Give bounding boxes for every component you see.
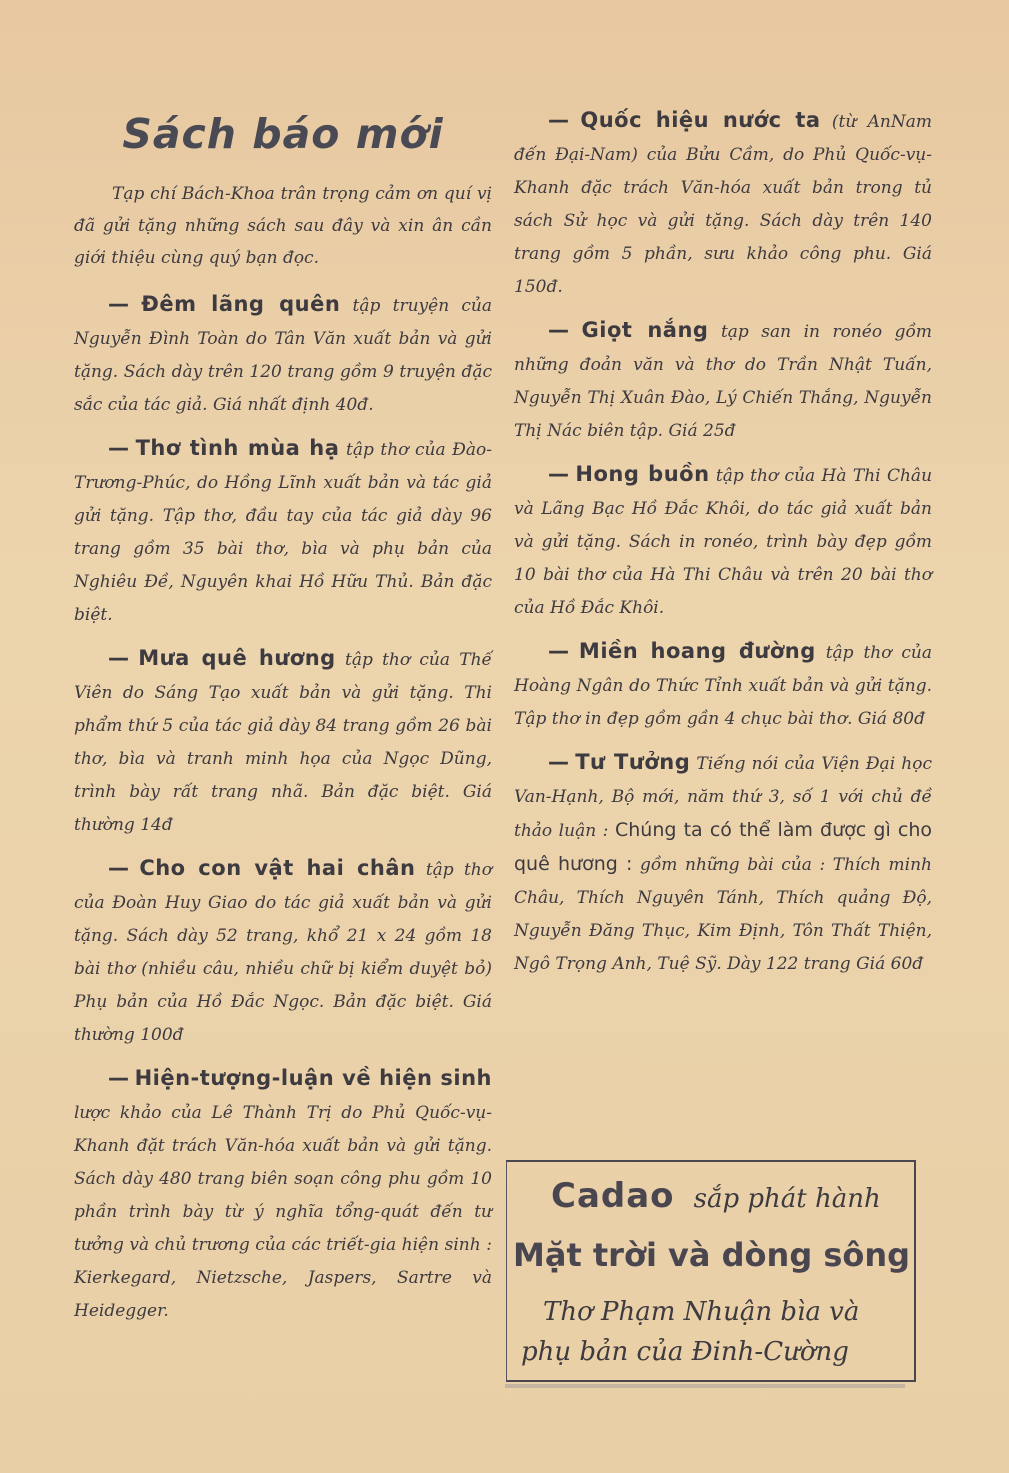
book-title: Miền hoang đường [578,639,816,663]
book-title: Giọt nắng [581,318,709,342]
book-description: tập thơ của Đoàn Huy Giao do tác giả xuất bản và gửi tặng. Sách dày 52 trang, khổ 21 x 24 gồm 18 bài thơ (nhiều câu, nhiều chữ bị kiểm duyệt bỏ) Phụ bản của Hồ Đắc Ngọc. Bản đặc biệt. Giá thường 100đ [74,860,492,1045]
book-entry [74,852,492,1052]
book-title: Cho con vật hai chân [139,856,416,880]
advertisement-box [506,1160,916,1382]
book-entry [514,314,932,448]
book-description: tạp san in ronéo gồm những đoản văn và thơ do Trần Nhật Tuấn, Nguyễn Thị Xuân Đào, Lý Chiến Thắng, Nguyễn Thị Nác biên tập. Giá 25đ [514,322,933,441]
entry-dash: — [108,856,129,880]
book-description: tập thơ của Thế Viên do Sáng Tạo xuất bản và gửi tặng. Thi phẩm thứ 5 của tác giả dày 84 trang gồm 26 bài thơ, bìa và tranh minh họa của Ngọc Dũng, trình bày rất trang nhã. Bản đặc biệt. Giá thường 14đ [74,650,493,835]
book-entry [514,746,932,981]
book-title: Thơ tình mùa hạ [135,436,340,460]
entry-dash: — [108,1066,129,1090]
section-title: Sách báo mới [122,110,444,158]
book-title: Quốc hiệu nước ta [580,108,821,132]
book-entry [74,288,492,422]
book-entry [74,1062,492,1328]
book-description-continued: gồm những bài của : Thích minh Châu, Thích Nguyên Tánh, Thích quảng Độ, Nguyễn Đăng Thục, Kim Định, Tôn Thất Thiện, Ngô Trọng Anh, Tuệ Sỹ. Dày 122 trang Giá 60đ [514,855,932,974]
book-description: Tiếng nói của Viện Đại học Van-Hạnh, Bộ mới, năm thứ 3, số 1 với chủ đề thảo luận : [514,754,933,841]
right-column [514,104,932,991]
entry-dash: — [548,750,569,774]
left-column [74,104,492,1338]
entry-dash: — [548,639,569,663]
book-description: tập thơ của Đào-Trương-Phúc, do Hồng Lĩnh xuất bản và tác giả gửi tặng. Tập thơ, đầu tay của tác giả dày 96 trang gồm 35 bài thơ, bìa và phụ bản của Nghiêu Đề, Nguyên khai Hồ Hữu Thủ. Bản đặc biệt. [74,440,492,625]
entry-dash: — [108,646,129,670]
book-entry [74,642,492,842]
ad-book-title: Mặt trời và dòng sông [513,1236,911,1274]
book-description: tập thơ của Hà Thi Châu và Lãng Bạc Hồ Đắc Khôi, do tác giả xuất bản và gửi tặng. Sách in ronéo, trình bày đẹp gồm 10 bài thơ của Hà Thi Châu và trên 20 bài thơ của Hồ Đắc Khôi. [514,466,933,618]
ad-header [551,1176,881,1216]
book-description: tập thơ của Hoàng Ngân do Thức Tỉnh xuất bản và gửi tặng. Tập thơ in đẹp gồm gần 4 chục bài thơ. Giá 80đ [514,643,933,729]
book-title: Hiện-tượng-luận về hiện sinh [134,1066,493,1090]
entry-dash: — [548,108,569,132]
intro-paragraph: Tạp chí Bách-Khoa trân trọng cảm ơn quí vị đã gửi tặng những sách sau đây và xin ân cần giới thiệu cùng quý bạn đọc. [74,184,492,268]
entry-dash: — [548,462,569,486]
book-title: Đêm lãng quên [141,292,341,316]
book-description: (từ AnNam đến Đại-Nam) của Bửu Cầm, do Phủ Quốc-vụ-Khanh đặc trách Văn-hóa xuất bản trong tủ sách Sử học và gửi tặng. Sách dày trên 140 trang gồm 5 phần, sưu khảo công phu. Giá 150đ. [514,112,933,297]
book-title: Mưa quê hương [138,646,336,670]
release-notice: sắp phát hành [693,1184,881,1214]
book-title: Tư Tưởng [575,750,691,774]
book-title: Hong buồn [575,462,710,486]
ink-rule [505,1384,905,1388]
book-entry [514,104,932,304]
book-description: tập truyện của Nguyễn Đình Toàn do Tân Văn xuất bản và gửi tặng. Sách dày trên 120 trang gồm 9 truyện đặc sắc của tác giả. Giá nhất định 40đ. [74,296,493,415]
book-description: lược khảo của Lê Thành Trị do Phủ Quốc-vụ-Khanh đặt trách Văn-hóa xuất bản và gửi tặng. Sách dày 480 trang biên soạn công phu gồm 10 phần trình bày từ ý nghĩa tổng-quát đến tư tưởng và chủ trương của các triết-gia hiện sinh : Kierkegard, Nietzsche, Jaspers, Sartre và Heidegger. [74,1103,492,1321]
book-entry [74,432,492,632]
publisher-name: Cadao [551,1176,675,1216]
discussion-topic: Chúng ta có thể làm được gì cho quê hương : [514,819,933,875]
book-entry [514,635,932,736]
book-entry [514,458,932,625]
entry-dash: — [108,292,129,316]
entry-dash: — [548,318,569,342]
ad-credit: Thơ Phạm Nhuận bìa và phụ bản của Đinh-Cường [521,1297,860,1367]
entry-dash: — [108,436,129,460]
